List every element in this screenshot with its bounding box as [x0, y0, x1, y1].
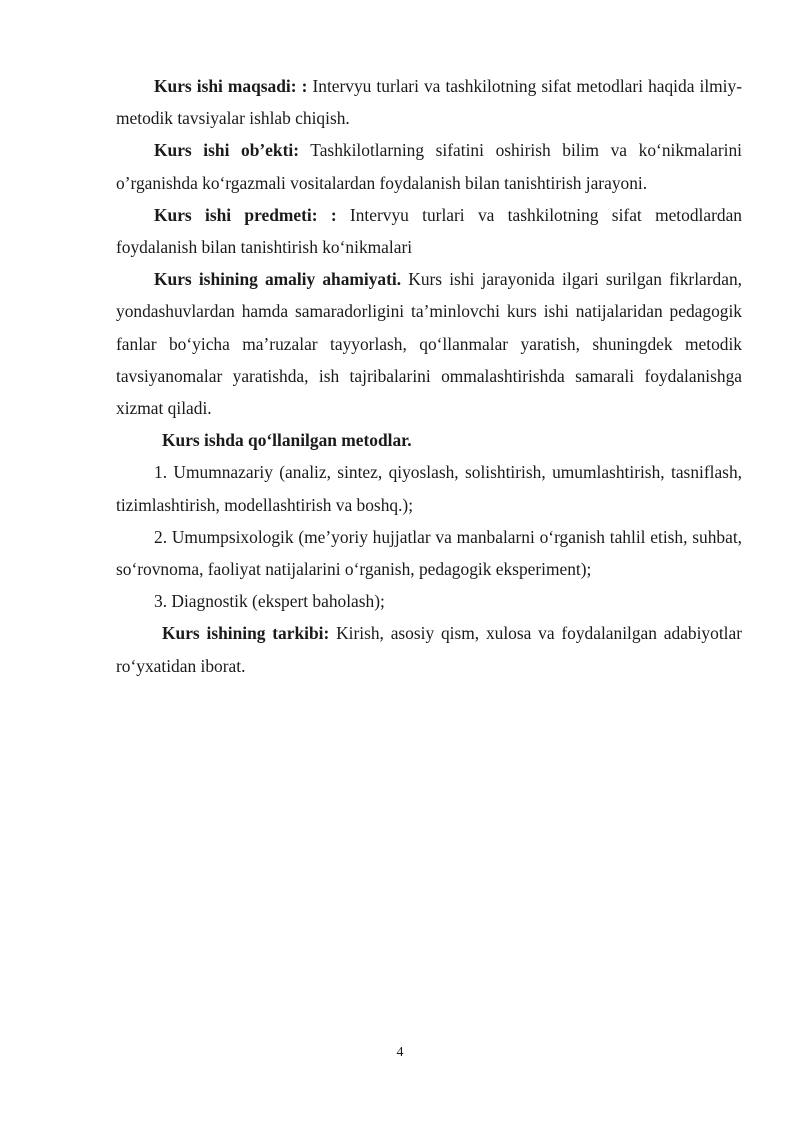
text-maqsad: Intervyu turlari va tashkilotning sifat metodlari haqida ilmiy-metodik tavsiyalar ishlab chiqish.	[116, 76, 742, 129]
paragraph-ahamiyat	[116, 263, 742, 424]
label-maqsad: Kurs ishi maqsadi: :	[154, 76, 308, 96]
label-ahamiyat: Kurs ishining amaliy ahamiyati.	[154, 269, 402, 290]
metod-item-2: 2. Umumpsixologik (me’yoriy hujjatlar va manbalarni o‘rganish tahlil etish, suhbat, so‘rovnoma, faoliyat natijalarini o‘rganish, pedagogik eksperiment);	[116, 526, 742, 580]
page-number: 4	[396, 1045, 404, 1060]
text-tarkib: Kirish, asosiy qism, xulosa va foydalanilgan adabiyotlar ro‘yxatidan iborat.	[116, 623, 742, 676]
metod-item-1: 1. Umumnazariy (analiz, sintez, qiyoslash, solishtirish, umumlashtirish, tasniflash, tizimlashtirish, modellashtirish va boshq.);	[116, 462, 742, 515]
label-obekt: Kurs ishi ob’ekti:	[154, 140, 299, 161]
label-tarkib: Kurs ishining tarkibi:	[162, 623, 330, 644]
text-ahamiyat: Kurs ishi jarayonida ilgari surilgan fikrlardan, yondashuvlardan hamda samaradorligini ta’minlovchi kurs ishi natijalaridan pedagogik fanlar bo‘yicha ma’ruzalar tayyorlash, qo‘llanmalar yaratish, shuningdek metodik tavsiyanomalar yaratishda, ish tajribalarini ommalashtirishda samarali foydalanishga xizmat qiladi.	[116, 269, 742, 419]
page-body	[116, 70, 742, 682]
paragraph-obekt	[116, 134, 742, 198]
label-predmet: Kurs ishi predmeti: :	[154, 204, 337, 225]
paragraph-predmet	[116, 199, 742, 263]
text-obekt: Tashkilotlarning sifatini oshirish bilim va ko‘nikmalarini o’rganishda ko‘rgazmali vositalardan foydalanish bilan tanishtirish jarayoni.	[116, 140, 742, 193]
text-predmet: Intervyu turlari va tashkilotning sifat metodlardan foydalanish bilan tanishtirish ko‘nikmalari	[116, 204, 742, 258]
metod-item-3: 3. Diagnostik (ekspert baholash);	[154, 591, 385, 612]
paragraph-maqsad	[116, 70, 742, 134]
metodlar-heading: Kurs ishda qo‘llanilgan metodlar.	[162, 430, 412, 451]
paragraph-tarkib	[116, 617, 742, 681]
